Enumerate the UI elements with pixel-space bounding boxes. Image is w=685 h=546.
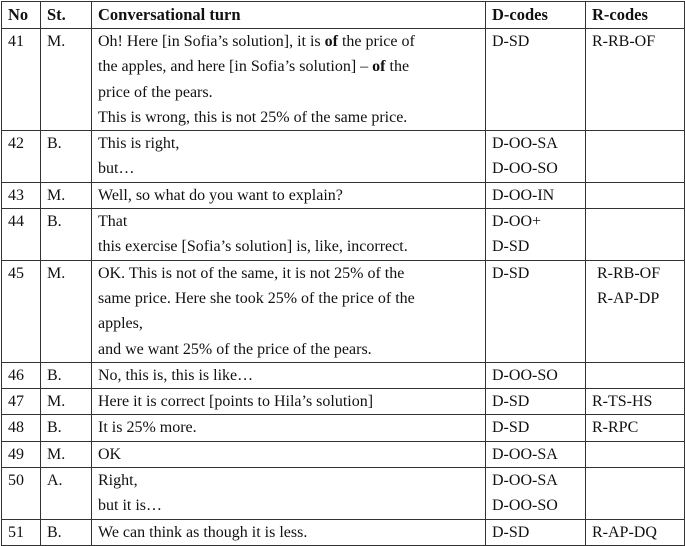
- table-row: [2, 29, 685, 131]
- turn-text: [92, 131, 486, 183]
- turn-line: [98, 442, 479, 467]
- text-segment: That: [98, 213, 128, 231]
- turn-line: [98, 54, 479, 79]
- table-row: [2, 182, 685, 208]
- turn-text: [92, 182, 486, 208]
- turn-line: [98, 29, 479, 54]
- d-codes: [486, 209, 586, 261]
- r-codes: [586, 441, 685, 467]
- r-code: R-AP-DQ: [592, 523, 657, 541]
- r-codes: [586, 468, 685, 520]
- speaker: M.: [41, 441, 92, 467]
- header-r-codes: R-codes: [586, 2, 685, 29]
- turn-line: [98, 337, 479, 362]
- r-codes: [586, 209, 685, 261]
- speaker: B.: [41, 362, 92, 388]
- table-row: [2, 519, 685, 545]
- transcript-table: [1, 1, 685, 546]
- text-segment: the price of: [337, 33, 415, 50]
- turn-number: 46: [2, 362, 41, 388]
- turn-line: [98, 389, 479, 414]
- d-code: D-SD: [492, 393, 530, 411]
- turn-text: [92, 389, 486, 415]
- d-codes: [486, 519, 586, 545]
- r-code: R-TS-HS: [592, 393, 653, 411]
- text-segment: and we want 25% of the price of the pears.: [98, 340, 372, 358]
- d-codes: [486, 389, 586, 415]
- speaker: M.: [41, 260, 92, 362]
- table-body: [2, 29, 685, 546]
- table-row: [2, 415, 685, 441]
- speaker: B.: [41, 209, 92, 261]
- d-code: D-SD: [492, 419, 530, 437]
- turn-number: 43: [2, 182, 41, 208]
- turn-number: 48: [2, 415, 41, 441]
- turn-text: [92, 468, 486, 520]
- table-row: [2, 260, 685, 362]
- r-codes: [586, 519, 685, 545]
- turn-line: [98, 468, 479, 493]
- r-codes: [586, 415, 685, 441]
- r-codes: [586, 362, 685, 388]
- r-codes: [586, 260, 685, 362]
- turn-text: [92, 362, 486, 388]
- turn-line: [98, 209, 479, 234]
- table-row: [2, 362, 685, 388]
- table-row: [2, 441, 685, 467]
- text-segment: but…: [98, 160, 135, 178]
- r-codes: [586, 389, 685, 415]
- text-segment: We can think as though it is less.: [98, 523, 308, 541]
- table-row: [2, 389, 685, 415]
- speaker: B.: [41, 131, 92, 183]
- r-code: R-RPC: [592, 419, 639, 437]
- speaker: A.: [41, 468, 92, 520]
- turn-line: [98, 261, 479, 286]
- table-row: [2, 131, 685, 183]
- turn-text: [92, 209, 486, 261]
- text-segment: This is wrong, this is not 25% of the same price.: [98, 108, 408, 126]
- header-turn: Conversational turn: [92, 2, 486, 29]
- turn-line: [98, 493, 479, 518]
- text-segment: Right,: [98, 472, 138, 490]
- d-codes: [486, 260, 586, 362]
- text-segment: this exercise [Sofia’s solution] is, like, incorrect.: [98, 238, 408, 256]
- turn-line: [98, 520, 479, 545]
- d-code: D-SD: [492, 33, 530, 50]
- d-code: D-OO-SA: [492, 472, 558, 490]
- d-codes: [486, 441, 586, 467]
- turn-text: [92, 519, 486, 545]
- turn-number: 47: [2, 389, 41, 415]
- turn-number: 51: [2, 519, 41, 545]
- turn-line: [98, 234, 479, 259]
- d-codes: [486, 362, 586, 388]
- text-segment: Oh! Here [in Sofia’s solution], it is: [98, 33, 325, 50]
- d-codes: [486, 415, 586, 441]
- turn-text: [92, 415, 486, 441]
- table-row: [2, 209, 685, 261]
- turn-number: 42: [2, 131, 41, 183]
- bold-text: of: [324, 33, 338, 50]
- text-segment: OK: [98, 445, 122, 463]
- turn-number: 44: [2, 209, 41, 261]
- turn-line: [98, 183, 479, 208]
- header-d-codes: D-codes: [486, 2, 586, 29]
- text-segment: Well, so what do you want to explain?: [98, 186, 343, 204]
- d-code: D-OO-IN: [492, 186, 555, 204]
- speaker: M.: [41, 389, 92, 415]
- r-code: R-AP-DP: [597, 289, 660, 307]
- text-segment: the: [385, 58, 410, 76]
- speaker: B.: [41, 519, 92, 545]
- turn-text: [92, 29, 486, 131]
- header-speaker: St.: [41, 2, 92, 29]
- d-code: D-SD: [492, 523, 530, 541]
- speaker: M.: [41, 182, 92, 208]
- r-code: R-RB-OF: [597, 264, 661, 282]
- text-segment: It is 25% more.: [98, 419, 197, 437]
- r-codes: [586, 29, 685, 131]
- table-row: [2, 468, 685, 520]
- turn-text: [92, 441, 486, 467]
- text-segment: This is right,: [98, 135, 180, 153]
- d-codes: [486, 29, 586, 131]
- turn-line: [98, 80, 479, 105]
- d-code: D-OO-SO: [492, 160, 558, 178]
- text-segment: OK. This is not of the same, it is not 25% of the: [98, 264, 405, 282]
- text-segment: the apples, and here [in Sofia’s solution] –: [98, 58, 373, 76]
- r-code: R-RB-OF: [592, 33, 656, 50]
- d-code: D-SD: [492, 264, 530, 282]
- text-segment: Here it is correct [points to Hila’s solution]: [98, 393, 374, 411]
- text-segment: price of the pears.: [98, 83, 213, 101]
- d-code: D-OO-SO: [492, 497, 558, 515]
- turn-number: 49: [2, 441, 41, 467]
- d-code: D-OO-SA: [492, 445, 558, 463]
- turn-line: [98, 156, 479, 181]
- d-code: D-SD: [492, 238, 530, 256]
- text-segment: but it is…: [98, 497, 163, 515]
- turn-number: 50: [2, 468, 41, 520]
- bold-text: of: [372, 58, 386, 76]
- turn-number: 41: [2, 29, 41, 131]
- d-code: D-OO-SA: [492, 135, 558, 153]
- turn-number: 45: [2, 260, 41, 362]
- text-segment: same price. Here she took 25% of the price of the: [98, 289, 415, 307]
- d-code: D-OO-SO: [492, 366, 558, 384]
- turn-line: [98, 131, 479, 156]
- turn-text: [92, 260, 486, 362]
- turn-line: [98, 286, 479, 311]
- header-no: No: [2, 2, 41, 29]
- r-codes: [586, 131, 685, 183]
- text-segment: No, this is, this is like…: [98, 366, 254, 384]
- turn-line: [98, 363, 479, 388]
- r-codes: [586, 182, 685, 208]
- turn-line: [98, 311, 479, 336]
- turn-line: [98, 415, 479, 440]
- speaker: B.: [41, 415, 92, 441]
- d-codes: [486, 131, 586, 183]
- d-codes: [486, 182, 586, 208]
- header-row: [2, 2, 685, 29]
- speaker: M.: [41, 29, 92, 131]
- turn-line: [98, 105, 479, 130]
- d-code: D-OO+: [492, 213, 542, 231]
- text-segment: apples,: [98, 315, 143, 333]
- d-codes: [486, 468, 586, 520]
